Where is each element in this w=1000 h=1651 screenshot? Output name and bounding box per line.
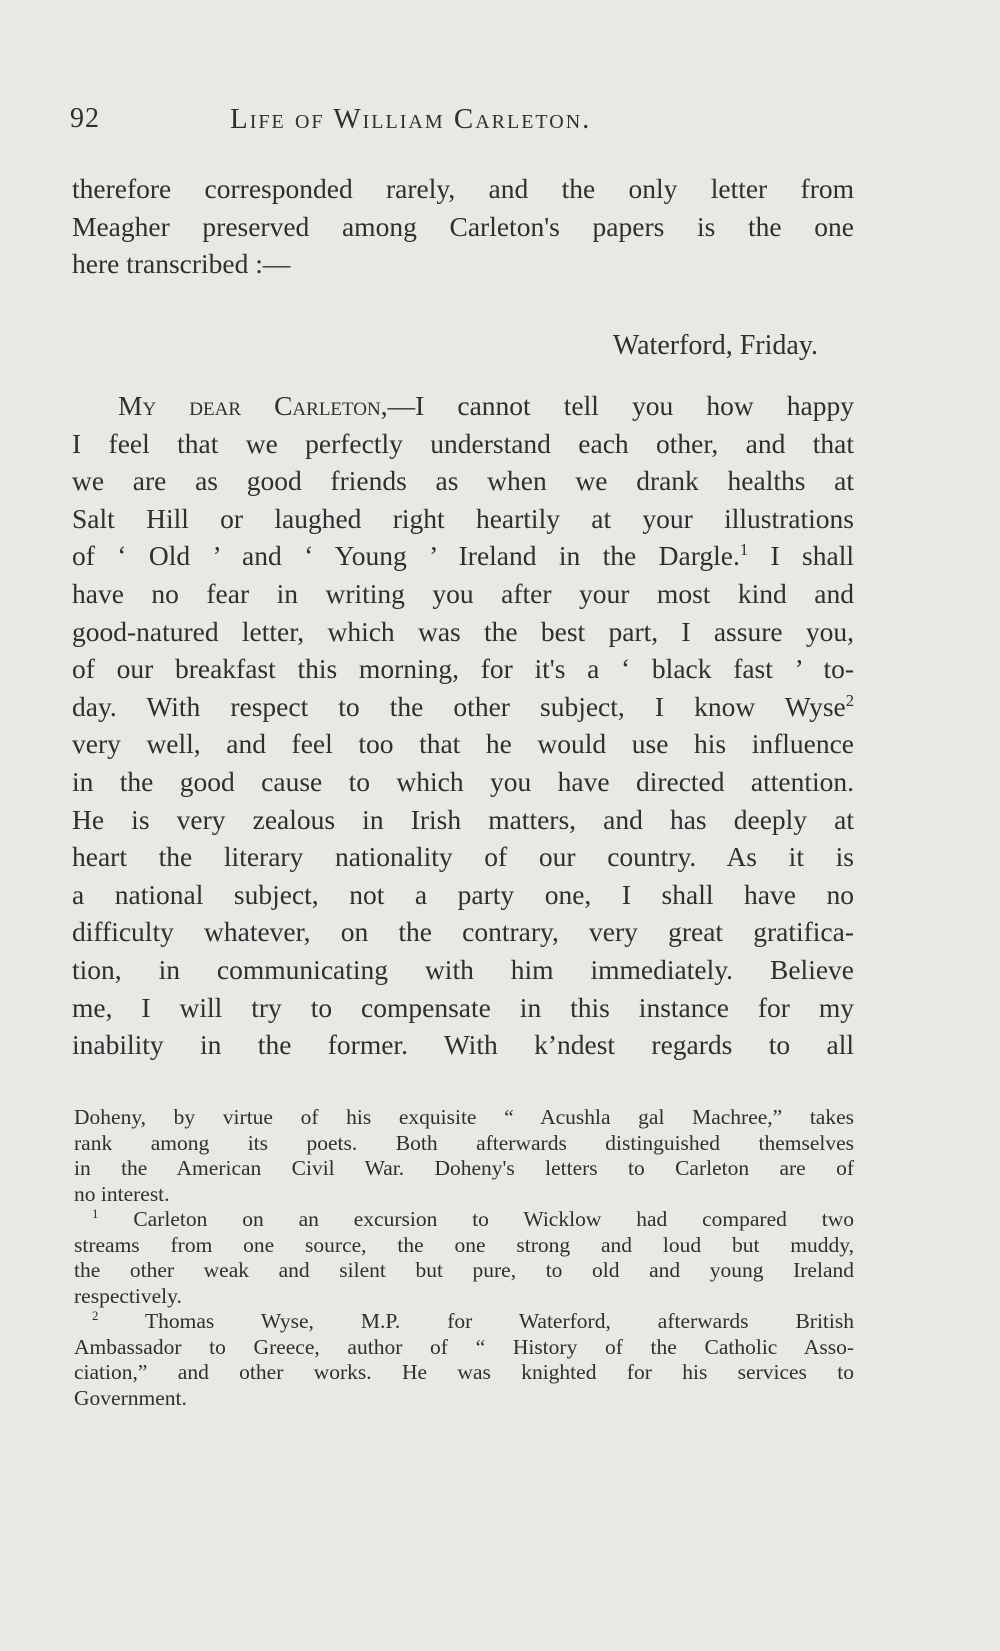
text-line: a national subject, not a party one, I shall have no <box>72 878 854 910</box>
text-line: difficulty whatever, on the contrary, very great gratifica- <box>72 916 854 948</box>
text-line <box>72 387 854 425</box>
footnote-1-mark: 1 <box>92 1206 99 1221</box>
footnote-ref-2: 2 <box>845 690 854 710</box>
intro-paragraph <box>72 170 854 283</box>
text-line: Salt Hill or laughed right heartily at your illustrations <box>72 502 854 534</box>
text-line: me, I will try to compensate in this instance for my <box>72 991 854 1023</box>
wyse-line-text: day. With respect to the other subject, I know Wyse <box>72 690 846 722</box>
text-line: I feel that we perfectly understand each other, and that <box>72 427 854 459</box>
footnote-2-mark: 2 <box>92 1308 99 1323</box>
text-line: He is very zealous in Irish matters, and has deeply at <box>72 803 854 835</box>
text-line: tion, in communicating with him immediately. Believe <box>72 953 854 985</box>
dargle-line-text: of ‘ Old ’ and ‘ Young ’ Ireland in the Dargle. <box>72 540 740 572</box>
text-line: in the good cause to which you have directed attention. <box>72 765 854 797</box>
footnote-line: Doheny, by virtue of his exquisite “ Acushla gal Machree,” takes <box>74 1105 854 1129</box>
text-line: good-natured letter, which was the best part, I assure you, <box>72 615 854 647</box>
footnote-ref-1: 1 <box>739 540 749 560</box>
footnote-line: in the American Civil War. Doheny's letters to Carleton are of <box>74 1156 854 1180</box>
text-line <box>72 688 854 726</box>
text-line: here transcribed :— <box>72 248 291 280</box>
text-line: therefore corresponded rarely, and the only letter from <box>72 173 854 204</box>
page-number: 92 <box>70 103 100 134</box>
text-line <box>72 537 854 575</box>
page-header <box>70 103 870 143</box>
footnote-2-first-line <box>74 1309 854 1335</box>
text-line: we are as good friends as when we drank healths at <box>72 465 854 497</box>
dargle-line-tail: I shall <box>748 540 854 572</box>
text-line: Meagher preserved among Carleton's papers is the one <box>72 210 854 242</box>
footnote-line: the other weak and silent but pure, to old and young Ireland <box>74 1258 854 1282</box>
footnote-line: ciation,” and other works. He was knighted for his services to <box>74 1360 854 1384</box>
text-line: of our breakfast this morning, for it's a ‘ black fast ’ to- <box>72 653 854 685</box>
footnote-1-first-line <box>74 1207 854 1233</box>
text-line: have no fear in writing you after your most kind and <box>72 577 854 609</box>
running-head: Life of William Carleton. <box>230 103 592 135</box>
text-line: inability in the former. With k’ndest regards to all <box>72 1029 854 1061</box>
footnote-line: no interest. <box>74 1181 170 1206</box>
letter-body <box>72 387 854 1064</box>
footnote-2-text: Thomas Wyse, M.P. for Waterford, afterwards British <box>145 1309 854 1333</box>
letter-salutation: My dear Carleton, <box>118 390 388 421</box>
footnote-line: Ambassador to Greece, author of “ History of the Catholic Asso- <box>74 1334 854 1359</box>
footnote-line: respectively. <box>74 1283 182 1308</box>
footnote-line: rank among its poets. Both afterwards distinguished themselves <box>74 1130 854 1155</box>
letter-first-line: —I cannot tell you how happy <box>387 390 854 421</box>
text-line: very well, and feel too that he would use his influence <box>72 728 854 760</box>
footnote-line: Government. <box>74 1385 187 1410</box>
letter-dateline: Waterford, Friday. <box>612 330 818 361</box>
footnote-line: streams from one source, the one strong and loud but muddy, <box>74 1232 854 1257</box>
footnote-1-text: Carleton on an excursion to Wicklow had compared two <box>133 1207 855 1231</box>
footnotes <box>74 1105 854 1411</box>
text-line: heart the literary nationality of our country. As it is <box>72 841 854 873</box>
